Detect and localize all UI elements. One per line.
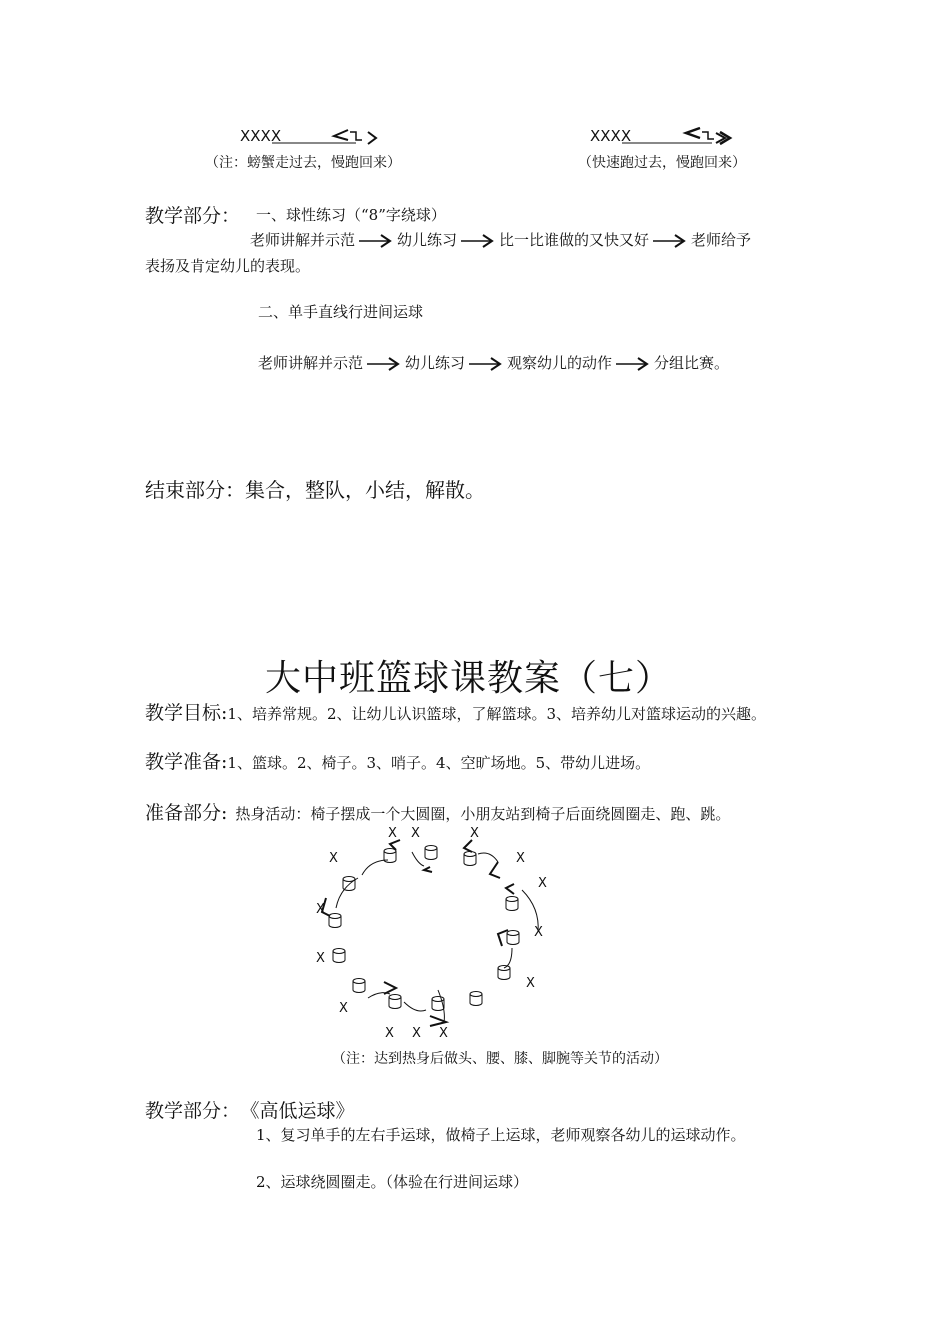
chair-icon	[464, 852, 476, 866]
arrow-right-icon	[469, 356, 503, 372]
step-3: 观察幼儿的动作	[507, 354, 613, 372]
step-2: 幼儿练习	[405, 354, 466, 372]
warmup-text: 热身活动：椅子摆成一个大圆圈，小朋友站到椅子后面绕圆圈走、跑、跳。	[235, 805, 731, 823]
arrowhead-icon	[490, 862, 500, 878]
chair-icon	[470, 992, 482, 1006]
arrow-right-icon	[367, 356, 401, 372]
goal-row	[145, 698, 766, 725]
goal-label: 教学目标:	[145, 702, 228, 724]
child-mark: X	[316, 902, 325, 917]
step-2: 幼儿练习	[397, 231, 458, 249]
movement-path	[438, 990, 444, 1022]
child-mark: X	[385, 1026, 394, 1041]
movement-path	[404, 1002, 426, 1011]
child-mark: X	[412, 1026, 421, 1041]
step-icon	[702, 132, 714, 139]
formation-left-path	[272, 120, 382, 148]
child-mark: X	[538, 876, 547, 891]
diagram-note: （注：达到热身后做头、腰、膝、脚腕等关节的活动）	[332, 1051, 668, 1067]
formation-right-path	[622, 120, 737, 148]
warmup-label: 准备部分:	[145, 802, 228, 824]
child-mark: X	[526, 976, 535, 991]
goal-text: 1、培养常规。2、让幼儿认识篮球，了解篮球。3、培养幼儿对篮球运动的兴趣。	[227, 705, 767, 723]
arrow-right-icon	[359, 233, 393, 249]
child-mark: X	[470, 826, 479, 841]
formation-right-note: （快速跑过去，慢跑回来）	[578, 155, 746, 171]
formation-right-label: XXXX	[590, 127, 632, 145]
prep-label: 教学准备:	[145, 751, 228, 773]
page-title: 大中班篮球课教案（七）	[265, 658, 673, 699]
arrowhead-icon	[464, 840, 472, 852]
teach-item-1: 1、复习单手的左右手运球，做椅子上运球，老师观察各幼儿的运球动作。	[256, 1126, 746, 1144]
chair-icon	[389, 995, 401, 1009]
arrowhead-icon	[430, 1016, 446, 1026]
arrowhead-icon	[424, 867, 432, 872]
child-mark: X	[411, 826, 420, 841]
item2-steps	[258, 352, 729, 373]
child-mark: X	[316, 951, 325, 966]
item1-continuation: 表扬及肯定幼儿的表现。	[145, 257, 311, 275]
arrow-right-icon	[653, 233, 687, 249]
arrowhead-icon	[506, 884, 514, 894]
child-mark: X	[329, 851, 338, 866]
formation-left-note: （注：螃蟹走过去，慢跑回来）	[205, 155, 401, 171]
arrow-right-icon	[461, 233, 495, 249]
chair-icon	[353, 979, 365, 993]
movement-path	[362, 860, 388, 875]
arrowhead-icon	[384, 982, 396, 994]
movement-path	[412, 852, 424, 866]
chair-icon	[329, 914, 341, 928]
arrowhead-icon	[322, 898, 330, 916]
teach-title: 《高低运球》	[250, 1100, 355, 1122]
formation-left-label: XXXX	[240, 127, 282, 145]
child-mark: X	[516, 851, 525, 866]
child-mark: X	[339, 1001, 348, 1016]
child-mark: X	[439, 1026, 448, 1041]
step-3: 比一比谁做的又快又好	[499, 231, 650, 249]
double-arrow-left-icon	[686, 128, 700, 138]
chair-icon	[506, 897, 518, 911]
movement-path	[478, 853, 498, 862]
item1-steps	[250, 229, 751, 250]
item2-title: 二、单手直线行进间运球	[258, 303, 424, 321]
teach-label: 教学部分：	[145, 1100, 241, 1122]
step-4: 分组比赛。	[654, 354, 730, 372]
chair-icon	[507, 931, 519, 945]
step-1: 老师讲解并示范	[250, 231, 356, 249]
ending-section	[145, 474, 485, 503]
teach-row	[145, 1096, 355, 1123]
child-mark: X	[534, 925, 543, 940]
arrow-right-icon	[368, 132, 376, 144]
item1-title: 一、球性练习（“8”字绕球）	[256, 206, 446, 224]
prep-text: 1、篮球。2、椅子。3、哨子。4、空旷场地。5、带幼儿进场。	[227, 754, 651, 772]
zigzag-arrow-icon	[334, 130, 348, 140]
prep-row	[145, 747, 650, 774]
chair-icon	[425, 846, 437, 860]
movement-path	[504, 948, 512, 968]
step-1: 老师讲解并示范	[258, 354, 364, 372]
teaching-label: 教学部分：	[145, 205, 241, 227]
teach-item-2: 2、运球绕圆圈走。（体验在行进间运球）	[256, 1173, 529, 1191]
crab-step-icon	[350, 132, 362, 140]
step-4: 老师给予	[691, 231, 752, 249]
child-mark: X	[388, 826, 397, 841]
chair-icon	[333, 949, 345, 963]
chair-circle-diagram	[300, 820, 570, 1045]
arrow-right-icon	[616, 356, 650, 372]
ending-text: 集合，整队，小结，解散。	[245, 478, 485, 502]
ending-label: 结束部分：	[145, 478, 245, 502]
